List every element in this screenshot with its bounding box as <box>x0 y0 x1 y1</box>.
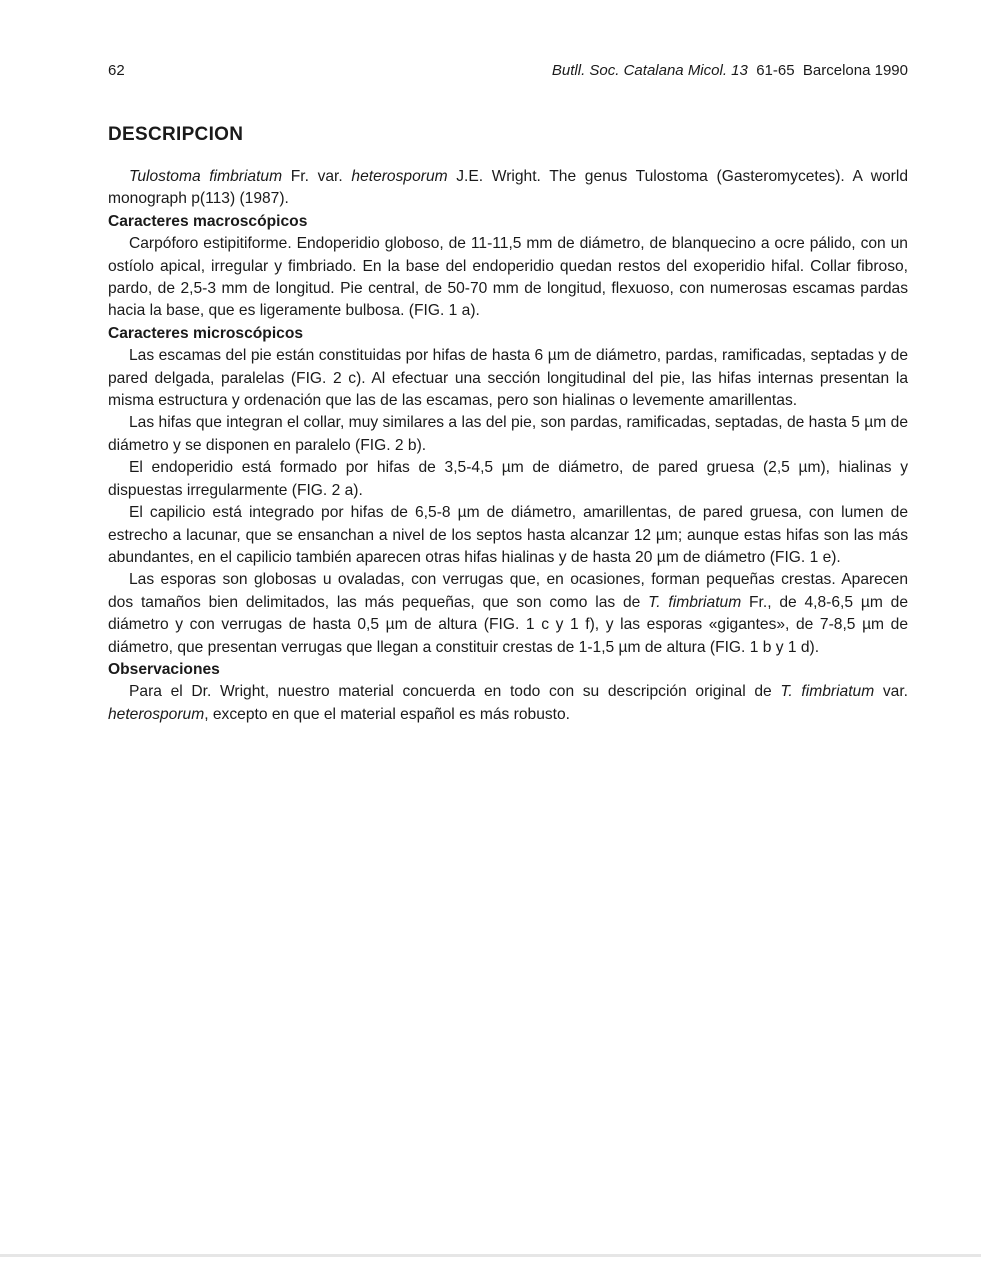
macro-heading: Caracteres macroscópicos <box>108 212 308 230</box>
obs-text-b: var. <box>874 683 909 701</box>
micro-paragraph-capilicio: El capilicio está integrado por hifas de 6,5-8 µm de diámetro, amarillentas, de pared gruesa, con lumen de estrecho a lacunar, que se ensanchan a nivel de los septos hasta alcanzar 12 µm; aunque estas hifas son las más abundantes, en el capilicio también aparecen otras hifas hialinas y de hasta 20 µm de diámetro (FIG. 1 e). <box>108 504 908 566</box>
macro-paragraph: Carpóforo estipitiforme. Endoperidio globoso, de 11-11,5 mm de diámetro, de blanquecino a ocre pálido, con un ostíolo apical, irregular y fimbriado. En la base del endoperidio quedan restos del exoperidio hifal. Collar fibroso, pardo, de 2,5-3 mm de longitud. Pie central, de 50-70 mm de longitud, flexuoso, con numerosas escamas pardas hacia la base, que es ligeramente bulbosa. (FIG. 1 a). <box>108 235 908 320</box>
journal-pages: 61-65 <box>756 62 795 79</box>
esporas-text-b: Fr., de 4,8-6,5 µm de diámetro y con verrugas de hasta 0,5 µm de altura (FIG. 1 c y 1 f), y las esporas «gigantes», de 7-8,5 µm de diámetro, que presentan verrugas que llegan a constituir crestas de 1-1,5 µm de altura (FIG. 1 b y 1 d). <box>108 593 908 656</box>
obs-text-a: Para el Dr. Wright, nuestro material concuerda en todo con su descripción original de <box>129 683 781 701</box>
obs-variety: heterosporum <box>108 705 205 723</box>
obs-paragraph <box>108 681 908 726</box>
esporas-text-a: Las esporas son globosas u ovaladas, con verrugas que, en ocasiones, forman pequeñas crestas. Aparecen dos tamaños bien delimitados, las más pequeñas, que son como las de <box>108 571 908 611</box>
citation-paragraph <box>108 166 908 211</box>
esporas-taxon: T. fimbriatum <box>648 593 742 611</box>
citation-variety: heterosporum <box>351 168 448 185</box>
micro-paragraph-esporas <box>108 569 908 659</box>
citation-taxon: Tulostoma fimbriatum <box>129 168 283 185</box>
article-body <box>108 166 908 726</box>
journal-place-year: Barcelona 1990 <box>802 62 908 79</box>
micro-paragraph-collar: Las hifas que integran el collar, muy similares a las del pie, son pardas, ramificadas, septadas, de hasta 5 µm de diámetro y se disponen en paralelo (FIG. 2 b). <box>108 414 908 454</box>
citation-author: Fr. var. <box>282 168 352 185</box>
micro-heading: Caracteres microscópicos <box>108 324 304 342</box>
micro-paragraph-pie: Las escamas del pie están constituidas por hifas de hasta 6 µm de diámetro, pardas, ramificadas, septadas y de pared delgada, paralelas (FIG. 2 c). Al efectuar una sección longitudinal del pie, las hifas internas presentan la misma estructura y ordenación que las de las escamas, pero son hialinas o levemente amarillentas. <box>108 347 908 410</box>
micro-paragraph-endoperidio: El endoperidio está formado por hifas de 3,5-4,5 µm de diámetro, de pared gruesa (2,5 µm), hialinas y dispuestas irregularmente (FIG. 2 a). <box>108 459 908 499</box>
journal-abbreviation: Butll. Soc. Catalana Micol. <box>551 62 727 79</box>
section-title: DESCRIPCION <box>108 124 244 145</box>
obs-taxon: T. fimbriatum <box>780 683 875 701</box>
journal-reference <box>552 62 908 79</box>
obs-text-c: , excepto en que el material español es más robusto. <box>204 705 571 723</box>
citation-reference: J.E. Wright. The genus Tulostoma (Gasteromycetes). A world monograph p(113) (1987). <box>108 168 909 208</box>
obs-heading: Observaciones <box>108 660 220 678</box>
running-header <box>108 62 908 86</box>
journal-volume: 13 <box>731 62 748 79</box>
page-number: 62 <box>108 62 125 79</box>
scan-edge-rule <box>0 1254 981 1257</box>
